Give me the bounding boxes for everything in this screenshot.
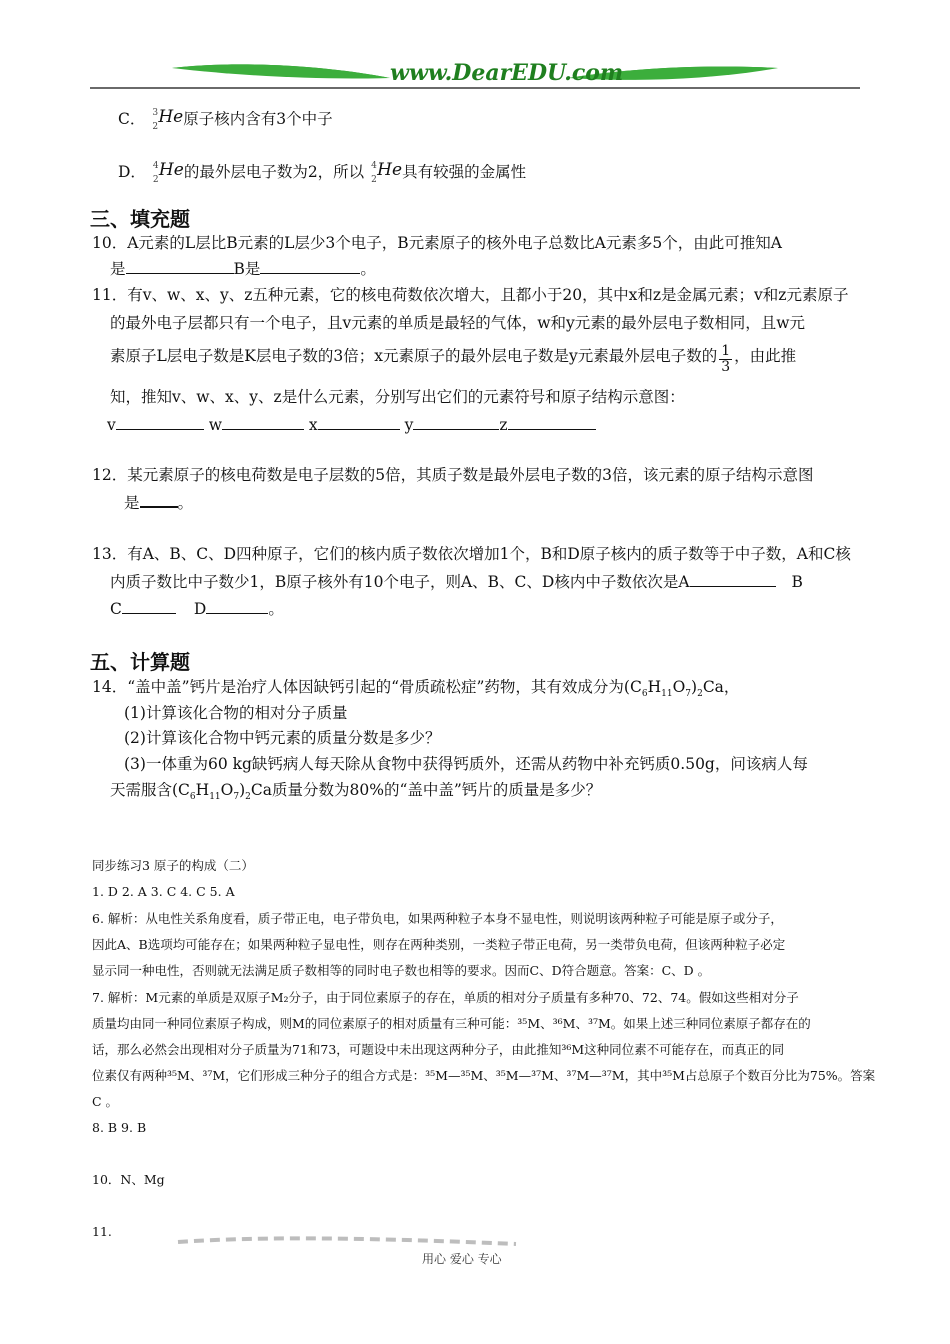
answer-11: 11.: [92, 1224, 112, 1239]
answer-8-9: 8. B 9. B: [92, 1120, 147, 1135]
option-d-text1: 的最外层电子数为2，所以: [183, 163, 365, 181]
q10-line1: 10．A元素的L层比B元素的L层少3个电子，B元素原子的核外电子总数比A元素多5个，由此可推知A: [92, 234, 782, 252]
option-d: [118, 157, 526, 183]
q10-blank-b[interactable]: [260, 257, 360, 274]
q10-blank-a[interactable]: [126, 257, 234, 274]
option-c-text: 原子核内含有3个中子: [183, 110, 333, 128]
q12-blank[interactable]: [140, 490, 178, 508]
q14-part2: (2)计算该化合物中钙元素的质量分数是多少？: [124, 729, 441, 747]
nuclide-he4: 4 2 He: [152, 160, 184, 185]
q11-blank-y[interactable]: [413, 413, 499, 430]
q13-blank-d[interactable]: [206, 597, 268, 614]
answer-10: 10．N、Mg: [92, 1172, 165, 1187]
header-site-name: www.DearEDU.com: [390, 60, 624, 86]
q14-part3: (3)一体重为60 kg缺钙病人每天除从食物中获得钙质外，还需从药物中补充钙质0.50g，问该病人每: [124, 755, 808, 773]
q14-part1: (1)计算该化合物的相对分子质量: [124, 704, 348, 722]
q14-line1: 14．“盖中盖”钙片是治疗人体因缺钙引起的“骨质疏松症”药物，其有效成分为$(C_6H_{11}O_7)_2Ca$，: [92, 678, 740, 700]
answer-7-line3: 话，那么必然会出现相对分子质量为71和73，可题设中未出现这两种分子，由此推知³⁶M这种同位素不可能存在，而真正的同: [92, 1042, 785, 1057]
q11-blank-v[interactable]: [116, 413, 204, 430]
answer-7-line2: 质量均由同一种同位素原子构成，则M的同位素原子的相对质量有三种可能：³⁵M、³⁶M、³⁷M。如果上述三种同位素原子都存在的: [92, 1016, 811, 1031]
answer-title: 同步练习3 原子的构成（二）: [92, 858, 254, 873]
answer-1-5: 1. D 2. A 3. C 4. C 5. A: [92, 884, 235, 899]
footer-slogan: [176, 1236, 536, 1266]
header-logo: [90, 58, 860, 92]
answer-7-line4: 位素仅有两种³⁵M、³⁷M，它们形成三种分子的组合方式是：³⁵M—³⁵M、³⁵M—³⁷M、³⁷M—³⁷M，其中³⁵M占总原子个数百分比为75%。答案: [92, 1068, 876, 1083]
option-d-label: D．: [118, 163, 146, 181]
section-title-fill: 三、填充题: [90, 207, 190, 231]
footer-decoration-icon: [176, 1236, 536, 1250]
q10-line2: 是 B是 。: [110, 257, 376, 280]
fraction-one-third: $\frac{1}{3}$: [721, 343, 731, 375]
option-c-label: C．: [118, 110, 146, 128]
q11-line2: 的最外电子层都只有一个电子，且v元素的单质是最轻的气体，w和y元素的最外层电子数相同，且w元: [110, 314, 806, 332]
q11-line4: 知，推知v、w、x、y、z是什么元素，分别写出它们的元素符号和原子结构示意图：: [110, 388, 685, 406]
q13-blank-c[interactable]: [122, 597, 176, 614]
q11-blanks: v w x y z: [107, 413, 596, 436]
footer-text: 用心 爱心 专心: [422, 1252, 502, 1266]
answer-6-line2: 因此A、B选项均可能存在；如果两种粒子显电性，则存在两种类别，一类粒子带正电荷，另一类带负电荷，但该两种粒子必定: [92, 937, 786, 952]
option-d-text2: 具有较强的金属性: [402, 163, 527, 181]
answer-6-line1: 6. 解析：从电性关系角度看，质子带正电，电子带负电，如果两种粒子本身不显电性，则说明该两种粒子可能是原子或分子，: [92, 911, 783, 926]
answer-6-line3: 显示同一种电性，否则就无法满足质子数相等的同时电子数也相等的要求。因而C、D符合题意。答案：C、D 。: [92, 963, 711, 978]
nuclide-he4-second: 4 2 He: [371, 160, 403, 185]
q14-part4: 天需服含$(C_6H_{11}O_7)_2Ca$质量分数为80%的“盖中盖”钙片的质量是多少？: [110, 781, 602, 803]
q11-blank-x[interactable]: [318, 413, 400, 430]
q11-line1: 11．有v、w、x、y、z五种元素，它的核电荷数依次增大，且都小于20，其中x和z是金属元素；v和z元素原子: [92, 286, 849, 304]
option-c: [118, 104, 333, 130]
q12-line2: 是 。: [124, 490, 193, 514]
answer-7-line5: C 。: [92, 1094, 119, 1109]
nuclide-he3: 3 2 He: [152, 107, 184, 132]
q13-line2: 内质子数比中子数少1，B原子核外有10个电子，则A、B、C、D核内中子数依次是A B: [110, 570, 803, 593]
q11-blank-w[interactable]: [222, 413, 304, 430]
q11-blank-z[interactable]: [508, 413, 596, 430]
q13-line1: 13．有A、B、C、D四种原子，它们的核内质子数依次增加1个，B和D原子核内的质子数等于中子数，A和C核: [92, 545, 851, 563]
q12-line1: 12．某元素原子的核电荷数是电子层数的5倍，其质子数是最外层电子数的3倍，该元素的原子结构示意图: [92, 466, 814, 484]
answer-7-line1: 7. 解析：M元素的单质是双原子M₂分子，由于同位素原子的存在，单质的相对分子质量有多种70、72、74。假如这些相对分子: [92, 990, 799, 1005]
q11-line3: 素原子L层电子数是K层电子数的3倍；x元素原子的最外层电子数是y元素最外层电子数的 $\frac{1}{3}$ ，由此推: [110, 343, 797, 375]
q13-line3: C D 。: [110, 597, 284, 620]
section-title-calc: 五、计算题: [90, 650, 190, 674]
q13-blank-a[interactable]: [690, 570, 776, 587]
